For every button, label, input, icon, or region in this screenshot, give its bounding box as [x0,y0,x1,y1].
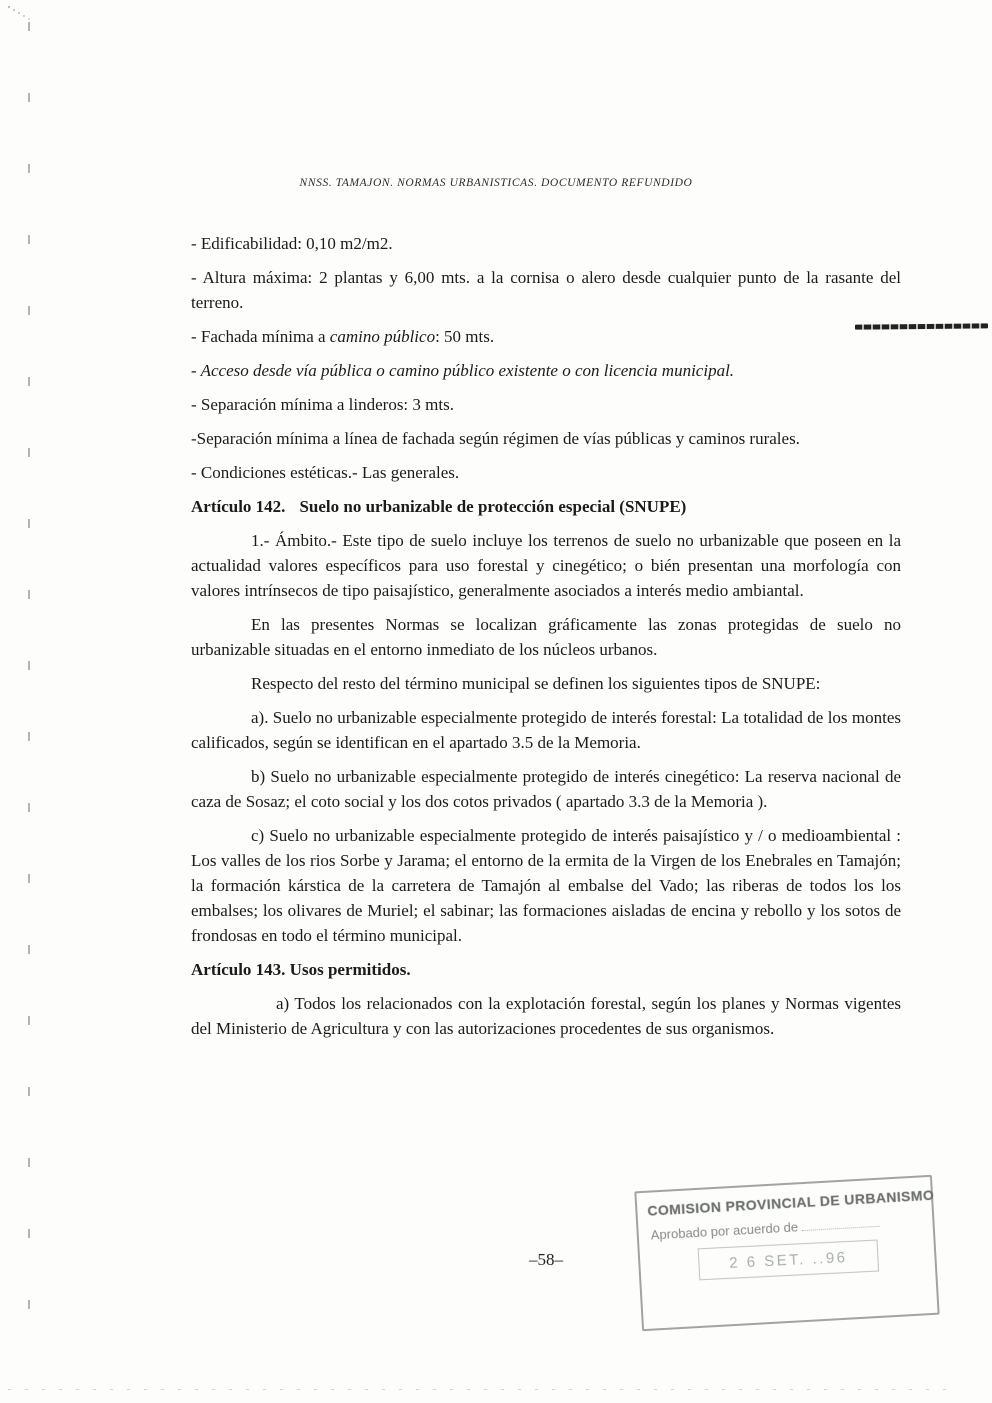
left-margin-binding-marks [28,22,30,1367]
articulo-142-numero: Artículo 142. [191,497,286,516]
main-text-column [191,231,901,1050]
running-header: NNSS. TAMAJON. NORMAS URBANISTICAS. DOCUMENTO REFUNDIDO [299,177,693,189]
paragraph-143-apartado-a: a) Todos los relacionados con la explotación forestal, según los planes y Normas vigentes del Ministerio de Agricultura y con las autorizaciones procedentes de sus organismos. [191,994,901,1038]
fachada-italic-term: camino público [329,327,436,346]
paragraph-fachada-minima [191,324,901,349]
fachada-prefix: - Fachada mínima a [191,327,330,346]
paragraph-ambito: 1.- Ámbito.- Este tipo de suelo incluye los terrenos de suelo no urbanizable que poseen en la actualidad valores específicos para uso forestal y cinegético; o bién presentan una morfología con valores intrínsecos de tipo paisajístico, generalmente asociados a interés medio ambiantal. [191,531,901,600]
paragraph-linea-fachada: -Separación mínima a línea de fachada según régimen de vías públicas y caminos rurales. [191,429,800,448]
stamp-organization-line: COMISION PROVINCIAL DE URBANISMO [646,1186,935,1219]
heading-articulo-142 [191,494,901,519]
paragraph-normas-localizan: En las presentes Normas se localizan gráficamente las zonas protegidas de suelo no urbanizable situadas en el entorno inmediato de los núcleos urbanos. [191,615,901,659]
fachada-suffix: : 50 mts. [435,327,495,346]
stamp-approval-line [650,1212,932,1243]
page-number: –58– [529,1250,563,1269]
articulo-142-titulo: Suelo no urbanizable de protección especial (SNUPE) [299,497,687,516]
paragraph-edificabilidad: - Edificabilidad: 0,10 m2/m2. [191,234,393,253]
paragraph-linderos: - Separación mínima a linderos: 3 mts. [191,395,454,414]
stamp-date: 2 6 SET. ..96 [728,1249,848,1272]
stamp-date-box [698,1240,879,1281]
paragraph-altura-maxima: - Altura máxima: 2 plantas y 6,00 mts. a la cornisa o alero desde cualquier punto de la rasante del terreno. [191,268,901,312]
heading-articulo-143: Artículo 143. Usos permitidos. [191,960,411,979]
paragraph-respecto-snupe: Respecto del resto del término municipal se definen los siguientes tipos de SNUPE: [251,674,821,693]
paragraph-condiciones-esteticas: - Condiciones estéticas.- Las generales. [191,463,460,482]
corner-scan-specks [8,6,10,8]
paragraph-apartado-c: c) Suelo no urbanizable especialmente protegido de interés paisajístico y / o medioambiental : Los valles de los rios Sorbe y Jarama; el entorno de la ermita de la Virgen de los Enebrales en Tamajón; la formación kárstica de la carretera de Tamajón al embalse del Vado; las riberas de todos los los embalses; los olivares de Muriel; el sabinar; las formaciones aisladas de encina y rebollo y los sotos de frondosas en todo el término municipal. [191,826,901,945]
bottom-scan-artifact-line [8,1389,960,1390]
paragraph-apartado-b: b) Suelo no urbanizable especialmente protegido de interés cinegético: La reserva nacional de caza de Sosaz; el coto social y los dos cotos privados ( apartado 3.3 de la Memoria ). [191,767,901,811]
approval-stamp [634,1175,939,1331]
stamp-fill-in-dotted-line [802,1226,880,1231]
stamp-approval-text: Aprobado por acuerdo de [650,1219,799,1243]
paragraph-apartado-a: a). Suelo no urbanizable especialmente protegido de interés forestal: La totalidad de los montes calificados, según se identifican en el apartado 3.5 de la Memoria. [191,708,901,752]
paragraph-acceso: - Acceso desde vía pública o camino público existente o con licencia municipal. [191,361,735,380]
